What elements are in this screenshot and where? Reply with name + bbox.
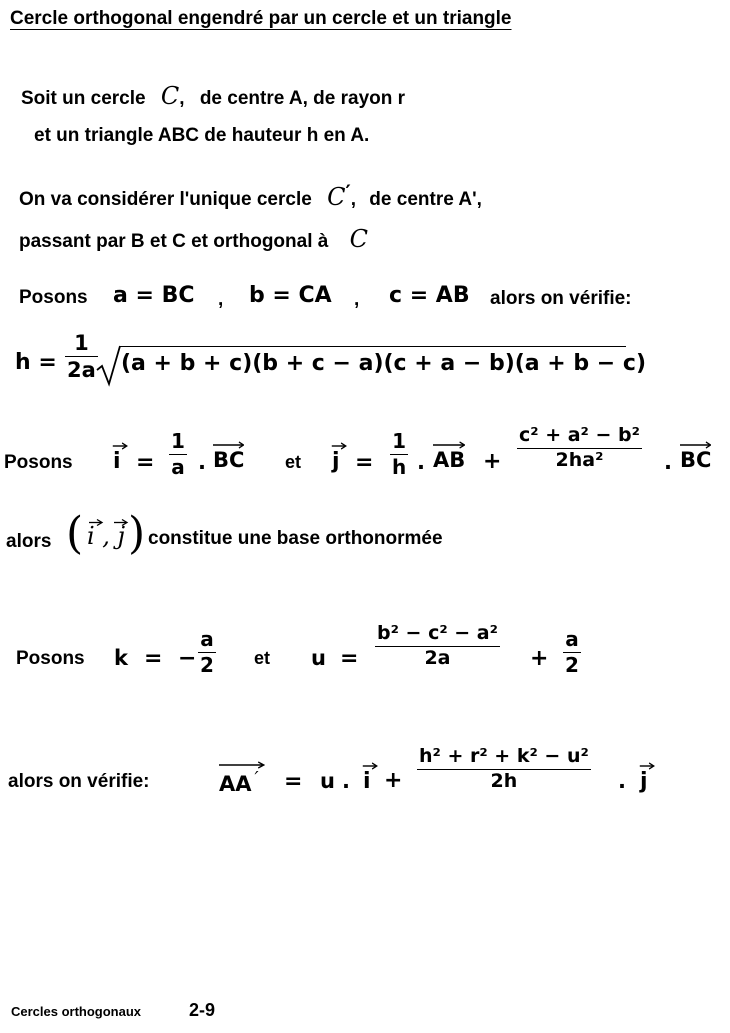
vector-ab — [433, 448, 465, 472]
posons2-frac3-den: 2ha² — [555, 448, 604, 471]
height-frac-den: 2a — [67, 358, 96, 383]
posons2-j-vec — [332, 449, 340, 474]
result-frac — [417, 747, 591, 792]
posons2-frac1-den: a — [171, 455, 185, 479]
result-i-letter: i — [363, 769, 371, 794]
vector-arrow-icon — [213, 441, 244, 449]
posons3-eq2: = — [340, 646, 359, 671]
posons3-u-den: 2a — [424, 646, 451, 669]
script-c-prime-symbol: C — [327, 183, 346, 211]
intro-text-3a: On va considérer l'unique cercle — [19, 189, 312, 210]
posons2-frac2 — [390, 431, 408, 478]
posons3-k-num: a — [200, 627, 214, 651]
posons3-u-num: b² − c² − a² — [377, 622, 498, 644]
posons2-ab-vec — [433, 448, 465, 472]
vector-j-letter: j — [332, 449, 340, 474]
posons2-eq2: = — [355, 450, 374, 475]
result-den: 2h — [490, 769, 518, 792]
vector-arrow-icon — [331, 442, 347, 450]
posons2-frac2-num: 1 — [392, 429, 407, 453]
result-dot2: . — [618, 769, 626, 793]
result-j — [640, 769, 648, 794]
intro-comma-3: , — [350, 189, 357, 210]
posons2-bc-vec2 — [680, 448, 711, 472]
result-vec — [219, 768, 259, 796]
intro-text-4a: passant par B et C et orthogonal à — [19, 231, 329, 252]
posons2-dot1: . — [198, 450, 206, 474]
intro-line-1 — [21, 82, 405, 110]
vector-bc-letters: BC — [213, 448, 245, 472]
vector-arrow-icon — [219, 761, 265, 769]
sqrt-icon — [96, 344, 122, 388]
posons2-dot3: . — [664, 450, 672, 474]
intro-text-3c: de centre A', — [369, 189, 482, 210]
posons3-u-frac — [375, 624, 500, 669]
result-i — [363, 769, 371, 794]
posons2-frac3-num: c² + a² − b² — [519, 424, 640, 446]
intro-text-1a: Soit un cercle — [21, 88, 146, 109]
posons2-et: et — [285, 452, 302, 472]
posons3-eq1: = — [144, 646, 163, 671]
vector-arrow-icon — [362, 762, 378, 770]
height-radicand: (a + b + c)(b + c − a)(c + a − b)(a + b − c) — [121, 351, 646, 376]
posons1-sep1: , — [218, 289, 224, 310]
result-plus: + — [384, 768, 403, 793]
posons3-label: Posons — [16, 648, 85, 669]
posons2-dot2: . — [417, 450, 425, 474]
vector-j — [332, 449, 340, 474]
base-pair-text: i , j — [87, 522, 126, 550]
vector-aa-letters: AA — [219, 772, 252, 796]
vector-j-result — [640, 769, 648, 794]
intro-comma-1: , — [179, 88, 185, 109]
posons3-plus: + — [530, 646, 549, 671]
posons2-i-vec — [113, 449, 121, 474]
right-paren: ) — [128, 508, 146, 559]
vector-i-result — [363, 769, 371, 794]
base-text: constitue une base orthonormée — [148, 528, 443, 549]
posons2-frac3 — [517, 426, 642, 471]
left-paren: ( — [66, 508, 84, 559]
posons2-frac2-den: h — [392, 455, 407, 479]
height-fraction — [65, 332, 98, 381]
page-title: Cercle orthogonal engendré par un cercle et un triangle — [10, 8, 512, 29]
posons2-plus: + — [483, 449, 502, 474]
posons3-k-frac — [198, 629, 216, 676]
posons2-frac1-num: 1 — [171, 429, 185, 453]
base-label: alors — [6, 531, 52, 552]
vector-i — [113, 449, 121, 474]
height-lhs: h = — [15, 350, 57, 375]
vector-arrow-icon — [680, 441, 711, 449]
vector-bc-2-letters: BC — [680, 448, 712, 472]
posons2-frac1 — [169, 431, 187, 478]
posons3-u2-den: 2 — [565, 653, 579, 677]
vector-bc — [213, 448, 244, 472]
prime-mark: ′ — [345, 180, 351, 204]
sqrt-overline — [120, 346, 626, 347]
result-prime: ′ — [254, 768, 259, 789]
posons1-sep2: , — [354, 289, 360, 310]
posons3-k-den: 2 — [200, 653, 214, 677]
footer-page-number: 2-9 — [189, 1000, 216, 1020]
result-eq: = — [284, 769, 303, 794]
result-num: h² + r² + k² − u² — [419, 745, 589, 767]
posons3-u: u — [311, 646, 326, 670]
posons3-u2-num: a — [565, 627, 579, 651]
posons1-b-eq: b = CA — [249, 283, 332, 308]
result-u: u — [320, 769, 335, 793]
intro-text-1c: de centre A, de rayon r — [199, 88, 406, 109]
footer-label: Cercles orthogonaux — [11, 1004, 142, 1019]
vector-arrow-icon — [112, 442, 128, 450]
vector-aa-prime — [219, 768, 259, 796]
posons2-bc-vec — [213, 448, 244, 472]
vector-arrow-icon — [87, 518, 129, 527]
posons2-label: Posons — [4, 452, 73, 473]
posons1-label: Posons — [19, 287, 88, 308]
vector-ab-letters: AB — [433, 448, 466, 472]
posons1-tail: alors on vérifie: — [490, 288, 632, 309]
posons1-c-eq: c = AB — [389, 283, 470, 308]
posons3-u2-frac — [563, 629, 581, 676]
result-dot1: . — [342, 769, 350, 793]
height-frac-num: 1 — [74, 331, 89, 355]
result-j-letter: j — [640, 769, 648, 794]
posons3-k: k — [114, 646, 128, 670]
posons2-eq1: = — [136, 450, 155, 475]
posons1-a-eq: a = BC — [113, 283, 195, 308]
intro-line-2: et un triangle ABC de hauteur h en A. — [34, 125, 370, 146]
result-label: alors on vérifie: — [8, 771, 150, 792]
posons3-et: et — [254, 648, 271, 668]
script-c-symbol: C — [160, 82, 180, 110]
vector-bc-2 — [680, 448, 711, 472]
vector-arrow-icon — [639, 762, 655, 770]
script-c-symbol-end: C — [349, 225, 368, 253]
vector-arrow-icon — [433, 441, 465, 449]
vector-i-letter: i — [113, 449, 121, 474]
intro-line-3 — [19, 180, 482, 211]
posons3-minus: − — [178, 646, 197, 671]
intro-line-4 — [19, 225, 368, 253]
